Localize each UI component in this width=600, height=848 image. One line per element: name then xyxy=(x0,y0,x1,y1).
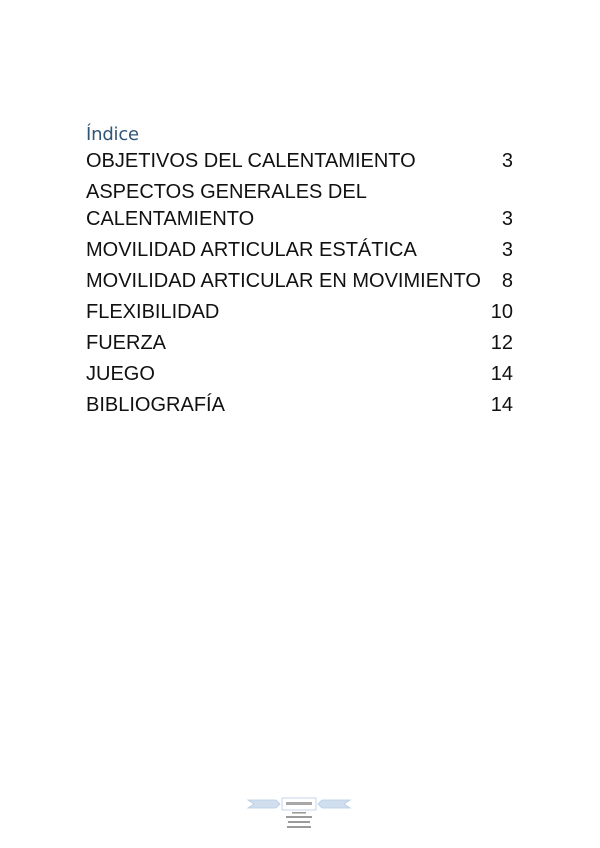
toc-entry-title: FUERZA xyxy=(86,332,166,354)
toc-entry-title: FLEXIBILIDAD xyxy=(86,301,220,323)
toc-entry-page: 8 xyxy=(501,270,513,292)
toc-entry-title: MOVILIDAD ARTICULAR ESTÁTICA xyxy=(86,239,417,261)
toc-entry[interactable] xyxy=(86,299,513,326)
toc-entry-page: 3 xyxy=(501,239,513,261)
toc-entry[interactable] xyxy=(86,361,513,388)
toc-entry[interactable] xyxy=(86,330,513,357)
toc-entry-title: JUEGO xyxy=(86,363,155,385)
toc-entry[interactable] xyxy=(86,392,513,419)
toc-entry-page: 14 xyxy=(490,394,513,416)
toc-entry-title: BIBLIOGRAFÍA xyxy=(86,394,225,416)
toc-entry-page: 14 xyxy=(490,363,513,385)
toc-entry-page: 12 xyxy=(490,332,513,354)
pdf-logo-watermark-icon xyxy=(246,796,352,832)
toc-entry[interactable] xyxy=(86,237,513,264)
toc-entry-title: MOVILIDAD ARTICULAR EN MOVIMIENTO xyxy=(86,270,481,292)
toc-entry-page: 3 xyxy=(501,150,513,172)
table-of-contents xyxy=(86,148,513,423)
toc-entry[interactable] xyxy=(86,148,513,175)
toc-entry-page: 10 xyxy=(490,301,513,323)
toc-heading: Índice xyxy=(86,124,139,145)
toc-entry-page: 3 xyxy=(501,208,513,230)
toc-entry[interactable] xyxy=(86,179,513,233)
toc-entry-title: ASPECTOS GENERALES DEL CALENTAMIENTO xyxy=(86,181,367,230)
toc-entry-title: OBJETIVOS DEL CALENTAMIENTO xyxy=(86,150,416,172)
toc-entry[interactable] xyxy=(86,268,513,295)
